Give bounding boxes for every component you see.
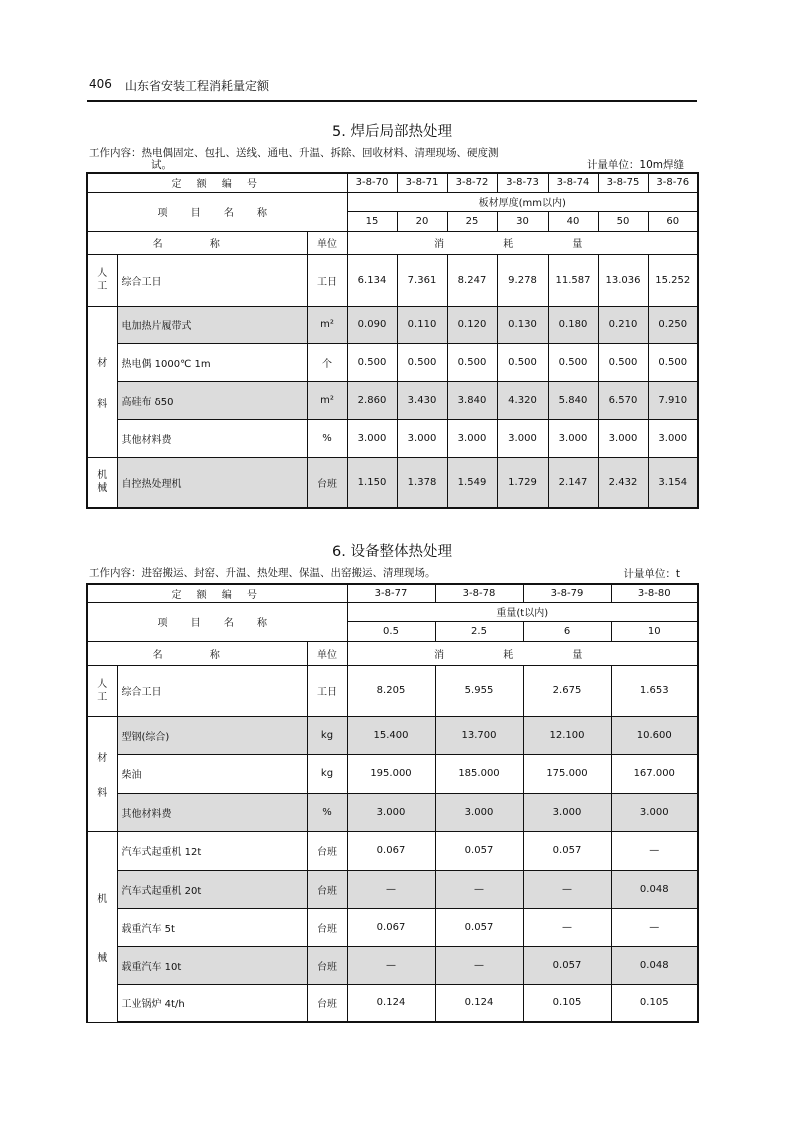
value-cell: 1.378 bbox=[397, 457, 447, 508]
value-cell: 0.048 bbox=[611, 870, 698, 908]
item-label: 项 目 名 称 bbox=[87, 602, 347, 641]
value-cell: — bbox=[611, 908, 698, 946]
value-cell: 0.120 bbox=[447, 306, 497, 343]
name-col-header: 名 称 bbox=[87, 231, 307, 254]
value-cell: 3.000 bbox=[347, 419, 397, 457]
measure-unit: 计量单位：10m焊缝 bbox=[586, 159, 684, 171]
consumption-header: 消 耗 量 bbox=[347, 641, 698, 665]
param-value: 40 bbox=[548, 211, 598, 231]
quota-code: 3-8-77 bbox=[347, 584, 435, 602]
work-content bbox=[89, 147, 499, 171]
param-label: 重量(t以内) bbox=[347, 602, 698, 621]
value-cell: 3.000 bbox=[548, 419, 598, 457]
resource-name: 载重汽车 10t bbox=[117, 946, 307, 984]
value-cell: 2.860 bbox=[347, 381, 397, 419]
value-cell: 185.000 bbox=[435, 754, 523, 793]
resource-name: 高硅布 δ50 bbox=[117, 381, 307, 419]
work-content bbox=[89, 567, 436, 579]
resource-name: 汽车式起重机 20t bbox=[117, 870, 307, 908]
resource-unit: 台班 bbox=[307, 831, 347, 870]
value-cell: — bbox=[523, 908, 611, 946]
value-cell: 0.500 bbox=[397, 343, 447, 381]
resource-name: 热电偶 1000℃ 1m bbox=[117, 343, 307, 381]
value-cell: 3.430 bbox=[397, 381, 447, 419]
unit-col-header: 单位 bbox=[307, 641, 347, 665]
value-cell: 0.067 bbox=[347, 908, 435, 946]
value-cell: 15.252 bbox=[648, 254, 698, 306]
quota-code: 3-8-70 bbox=[347, 173, 397, 192]
resource-name: 其他材料费 bbox=[117, 419, 307, 457]
resource-unit: m² bbox=[307, 306, 347, 343]
value-cell: 2.675 bbox=[523, 665, 611, 716]
value-cell: 0.210 bbox=[598, 306, 648, 343]
value-cell: 0.500 bbox=[648, 343, 698, 381]
work-content-line: 工作内容：进窑搬运、封窑、升温、热处理、保温、出窑搬运、清理现场。 bbox=[89, 567, 436, 579]
value-cell: 6.570 bbox=[598, 381, 648, 419]
param-value: 50 bbox=[598, 211, 648, 231]
value-cell: 8.247 bbox=[447, 254, 497, 306]
value-cell: 13.700 bbox=[435, 716, 523, 754]
value-cell: 0.048 bbox=[611, 946, 698, 984]
value-cell: 1.150 bbox=[347, 457, 397, 508]
param-value: 20 bbox=[397, 211, 447, 231]
quota-code: 3-8-78 bbox=[435, 584, 523, 602]
resource-unit: % bbox=[307, 793, 347, 831]
value-cell: — bbox=[611, 831, 698, 870]
quota-code: 3-8-74 bbox=[548, 173, 598, 192]
param-value: 0.5 bbox=[347, 621, 435, 641]
resource-unit: 台班 bbox=[307, 984, 347, 1022]
param-value: 6 bbox=[523, 621, 611, 641]
value-cell: 3.840 bbox=[447, 381, 497, 419]
value-cell: 0.105 bbox=[611, 984, 698, 1022]
param-value: 25 bbox=[447, 211, 497, 231]
value-cell: 0.090 bbox=[347, 306, 397, 343]
value-cell: 11.587 bbox=[548, 254, 598, 306]
resource-unit: 台班 bbox=[307, 870, 347, 908]
resource-unit: kg bbox=[307, 716, 347, 754]
value-cell: 0.500 bbox=[447, 343, 497, 381]
quota-code: 3-8-79 bbox=[523, 584, 611, 602]
page-number: 406 bbox=[89, 77, 112, 91]
value-cell: 3.000 bbox=[497, 419, 548, 457]
name-col-header: 名 称 bbox=[87, 641, 307, 665]
value-cell: 3.000 bbox=[397, 419, 447, 457]
group-machine: 机械 bbox=[87, 457, 117, 508]
section-title: 6. 设备整体热处理 bbox=[332, 544, 452, 560]
resource-unit: 台班 bbox=[307, 457, 347, 508]
resource-name: 自控热处理机 bbox=[117, 457, 307, 508]
value-cell: 1.653 bbox=[611, 665, 698, 716]
value-cell: 0.057 bbox=[435, 831, 523, 870]
value-cell: 0.067 bbox=[347, 831, 435, 870]
work-content-line: 试。 bbox=[151, 159, 172, 171]
resource-name: 型钢(综合) bbox=[117, 716, 307, 754]
resource-unit: 台班 bbox=[307, 908, 347, 946]
section-title: 5. 焊后局部热处理 bbox=[332, 124, 452, 140]
code-label: 定 额 编 号 bbox=[87, 584, 347, 602]
value-cell: 0.250 bbox=[648, 306, 698, 343]
book-title: 山东省安装工程消耗量定额 bbox=[125, 79, 270, 93]
value-cell: 7.361 bbox=[397, 254, 447, 306]
quota-code: 3-8-72 bbox=[447, 173, 497, 192]
resource-name: 汽车式起重机 12t bbox=[117, 831, 307, 870]
value-cell: 0.105 bbox=[523, 984, 611, 1022]
quota-code: 3-8-73 bbox=[497, 173, 548, 192]
quota-code: 3-8-76 bbox=[648, 173, 698, 192]
work-content-line: 工作内容：热电偶固定、包扎、送线、通电、升温、拆除、回收材料、清理现场、硬度测 bbox=[89, 147, 499, 159]
resource-name: 电加热片履带式 bbox=[117, 306, 307, 343]
value-cell: 13.036 bbox=[598, 254, 648, 306]
param-value: 10 bbox=[611, 621, 698, 641]
value-cell: — bbox=[347, 870, 435, 908]
group-material: 材 料 bbox=[87, 306, 117, 457]
value-cell: 3.000 bbox=[447, 419, 497, 457]
value-cell: 0.124 bbox=[347, 984, 435, 1022]
quota-code: 3-8-71 bbox=[397, 173, 447, 192]
param-value: 2.5 bbox=[435, 621, 523, 641]
resource-unit: kg bbox=[307, 754, 347, 793]
value-cell: 0.057 bbox=[523, 946, 611, 984]
param-label: 板材厚度(mm以内) bbox=[347, 192, 698, 211]
value-cell: — bbox=[347, 946, 435, 984]
value-cell: 0.180 bbox=[548, 306, 598, 343]
value-cell: 8.205 bbox=[347, 665, 435, 716]
resource-unit: 工日 bbox=[307, 254, 347, 306]
group-material: 材 料 bbox=[87, 716, 117, 831]
resource-unit: 工日 bbox=[307, 665, 347, 716]
group-labor: 人工 bbox=[87, 254, 117, 306]
value-cell: 12.100 bbox=[523, 716, 611, 754]
param-value: 15 bbox=[347, 211, 397, 231]
resource-unit: % bbox=[307, 419, 347, 457]
value-cell: 5.955 bbox=[435, 665, 523, 716]
value-cell: 0.130 bbox=[497, 306, 548, 343]
value-cell: 2.432 bbox=[598, 457, 648, 508]
resource-name: 其他材料费 bbox=[117, 793, 307, 831]
resource-unit: 个 bbox=[307, 343, 347, 381]
value-cell: 0.500 bbox=[347, 343, 397, 381]
quota-code: 3-8-75 bbox=[598, 173, 648, 192]
resource-name: 柴油 bbox=[117, 754, 307, 793]
quota-table bbox=[86, 172, 699, 509]
value-cell: 5.840 bbox=[548, 381, 598, 419]
value-cell: 1.549 bbox=[447, 457, 497, 508]
value-cell: 2.147 bbox=[548, 457, 598, 508]
value-cell: 3.000 bbox=[435, 793, 523, 831]
value-cell: 10.600 bbox=[611, 716, 698, 754]
resource-name: 综合工日 bbox=[117, 254, 307, 306]
value-cell: 3.000 bbox=[611, 793, 698, 831]
quota-code: 3-8-80 bbox=[611, 584, 698, 602]
resource-unit: 台班 bbox=[307, 946, 347, 984]
param-value: 30 bbox=[497, 211, 548, 231]
resource-name: 工业锅炉 4t/h bbox=[117, 984, 307, 1022]
value-cell: 7.910 bbox=[648, 381, 698, 419]
value-cell: 3.000 bbox=[523, 793, 611, 831]
value-cell: — bbox=[435, 946, 523, 984]
value-cell: 0.500 bbox=[598, 343, 648, 381]
value-cell: 0.057 bbox=[523, 831, 611, 870]
value-cell: 3.000 bbox=[648, 419, 698, 457]
value-cell: — bbox=[523, 870, 611, 908]
value-cell: 0.110 bbox=[397, 306, 447, 343]
value-cell: 0.124 bbox=[435, 984, 523, 1022]
value-cell: 167.000 bbox=[611, 754, 698, 793]
value-cell: 3.000 bbox=[598, 419, 648, 457]
value-cell: 15.400 bbox=[347, 716, 435, 754]
value-cell: 0.057 bbox=[435, 908, 523, 946]
quota-table bbox=[86, 583, 699, 1023]
group-machine: 机 械 bbox=[87, 831, 117, 1022]
value-cell: 9.278 bbox=[497, 254, 548, 306]
value-cell: 1.729 bbox=[497, 457, 548, 508]
resource-name: 综合工日 bbox=[117, 665, 307, 716]
value-cell: 0.500 bbox=[548, 343, 598, 381]
value-cell: 4.320 bbox=[497, 381, 548, 419]
consumption-header: 消 耗 量 bbox=[347, 231, 698, 254]
unit-col-header: 单位 bbox=[307, 231, 347, 254]
resource-unit: m² bbox=[307, 381, 347, 419]
param-value: 60 bbox=[648, 211, 698, 231]
value-cell: — bbox=[435, 870, 523, 908]
group-labor: 人工 bbox=[87, 665, 117, 716]
value-cell: 195.000 bbox=[347, 754, 435, 793]
item-label: 项 目 名 称 bbox=[87, 192, 347, 231]
measure-unit: 计量单位：t bbox=[623, 568, 680, 580]
value-cell: 0.500 bbox=[497, 343, 548, 381]
value-cell: 3.000 bbox=[347, 793, 435, 831]
resource-name: 载重汽车 5t bbox=[117, 908, 307, 946]
code-label: 定 额 编 号 bbox=[87, 173, 347, 192]
value-cell: 175.000 bbox=[523, 754, 611, 793]
page-header bbox=[87, 74, 697, 102]
value-cell: 6.134 bbox=[347, 254, 397, 306]
value-cell: 3.154 bbox=[648, 457, 698, 508]
